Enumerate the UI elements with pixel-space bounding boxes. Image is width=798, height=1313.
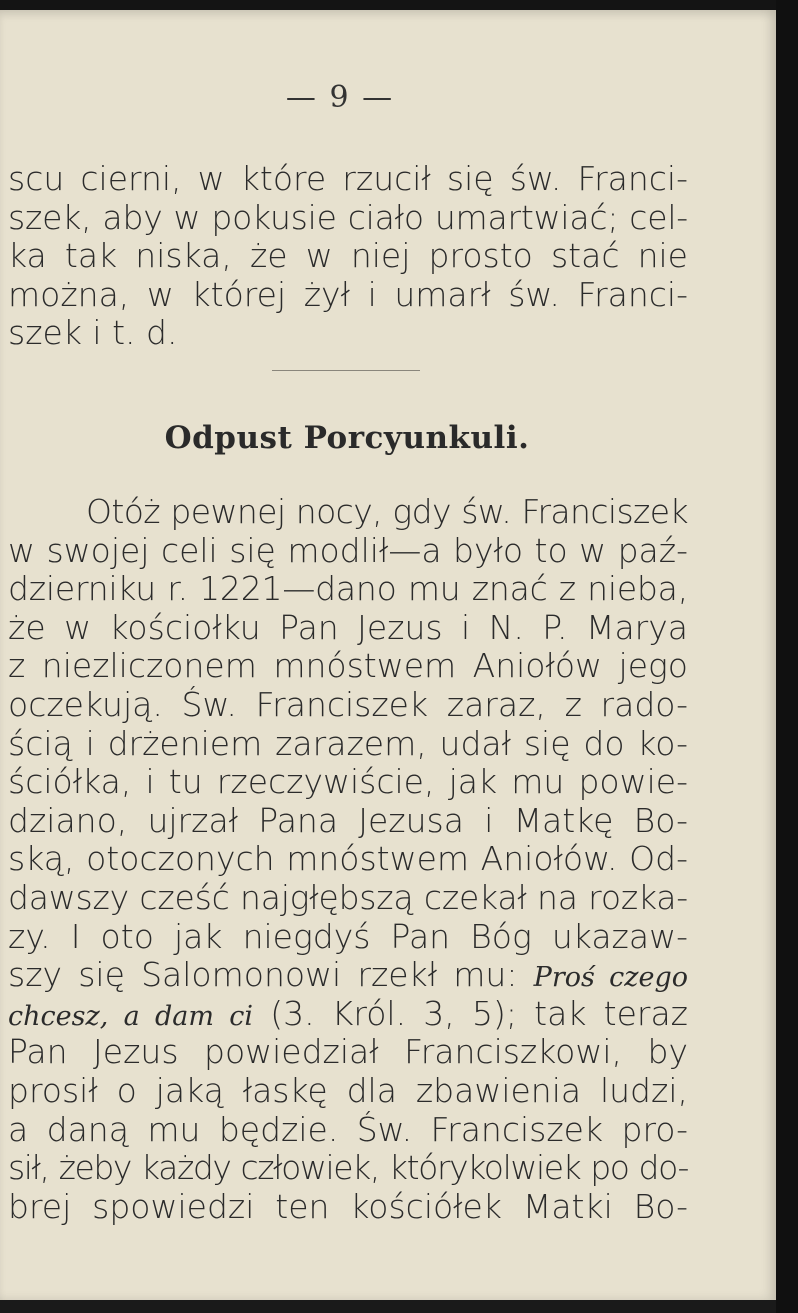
text-line: Pan Jezus powiedział Franciszkowi, by bbox=[8, 1033, 688, 1072]
text-line: a daną mu będzie. Św. Franciszek pro- bbox=[8, 1110, 688, 1149]
text-line: zy. I oto jak niegdyś Pan Bóg ukazaw- bbox=[8, 917, 688, 956]
text-line: w swojej celi się modlił—a było to w paź- bbox=[8, 531, 688, 570]
page-right-edge bbox=[776, 0, 798, 1313]
text-line: oczekują. Św. Franciszek zaraz, z rado- bbox=[8, 685, 688, 724]
text-line: szek i t. d. bbox=[8, 314, 178, 353]
text-line: dzierniku r. 1221—dano mu znać z nieba, bbox=[8, 570, 688, 609]
text-line: sił, żeby każdy człowiek, którykolwiek po do- bbox=[8, 1149, 688, 1188]
text-segment: szy się Salomonowi rzekł mu: bbox=[8, 956, 518, 995]
italic-quote: chcesz, a dam ci bbox=[8, 1000, 253, 1032]
text-line: ka tak niska, że w niej prosto stać nie bbox=[8, 237, 688, 276]
text-line: dziano, ujrzał Pana Jezusa i Matkę Bo- bbox=[8, 801, 688, 840]
text-line: brej spowiedzi ten kościółek Matki Bo- bbox=[8, 1187, 688, 1226]
text-line: ską, otoczonych mnóstwem Aniołów. Od- bbox=[8, 840, 688, 879]
text-line: z niezliczonem mnóstwem Aniołów jego bbox=[8, 647, 688, 686]
text-line: Otóż pewnej nocy, gdy św. Franciszek bbox=[86, 493, 688, 531]
paragraph-1 bbox=[8, 160, 688, 353]
italic-quote: Proś czego bbox=[533, 962, 688, 994]
text-line: prosił o jaką łaskę dla zbawienia ludzi, bbox=[8, 1071, 688, 1110]
section-divider bbox=[272, 370, 420, 371]
text-line: dawszy cześć najgłębszą czekał na rozka- bbox=[8, 878, 688, 917]
text-line-with-italic bbox=[8, 956, 688, 995]
text-line-with-italic bbox=[8, 995, 688, 1034]
text-segment: (3. Król. 3, 5); tak teraz bbox=[270, 994, 688, 1033]
paragraph-2 bbox=[8, 493, 688, 1226]
text-line: scu cierni, w które rzucił się św. Franci- bbox=[8, 160, 688, 198]
page-number: — 9 — bbox=[285, 80, 395, 115]
text-line: ściółka, i tu rzeczywiście, jak mu powie- bbox=[8, 763, 688, 802]
text-line: można, w której żył i umarł św. Franci- bbox=[8, 275, 688, 314]
section-heading: Odpust Porcyunkuli. bbox=[164, 420, 530, 456]
text-line: ścią i drżeniem zarazem, udał się do ko- bbox=[8, 724, 688, 763]
text-line: szek, aby w pokusie ciało umartwiać; cel- bbox=[8, 198, 688, 237]
book-page bbox=[0, 10, 776, 1300]
text-line: że w kościołku Pan Jezus i N. P. Marya bbox=[8, 608, 688, 647]
